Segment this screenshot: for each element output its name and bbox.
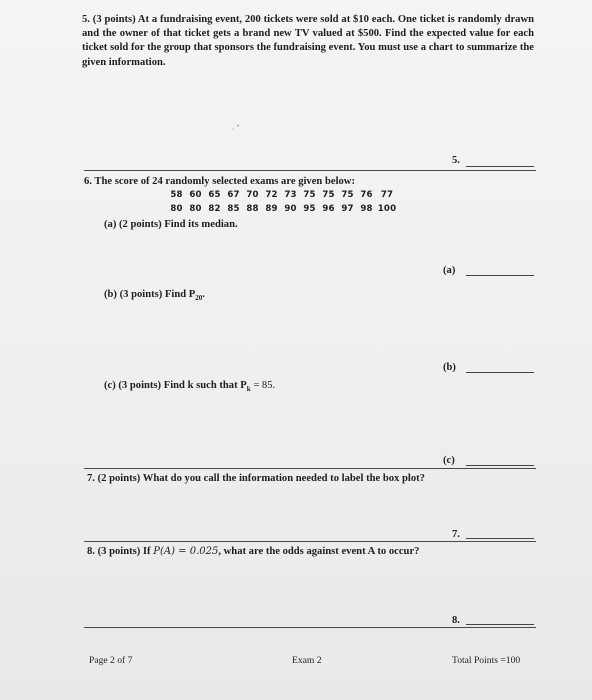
score-cell: 60 <box>189 190 202 200</box>
score-cell: 75 <box>303 190 316 200</box>
score-cell: 76 <box>360 190 373 200</box>
score-cell: 89 <box>265 204 278 214</box>
question-5-answer-label: 5. <box>452 155 460 166</box>
section-divider <box>84 541 536 542</box>
score-cell: 58 <box>170 190 183 200</box>
scores-row-1 <box>167 190 398 200</box>
score-cell: 97 <box>341 204 354 214</box>
score-cell: 80 <box>170 204 183 214</box>
score-cell: 90 <box>284 204 297 214</box>
score-cell: 75 <box>341 190 354 200</box>
percentile-subscript: 20 <box>195 294 203 303</box>
question-8-prefix: 8. (3 points) If <box>87 546 151 557</box>
question-6b-answer-label: (b) <box>443 362 456 373</box>
score-cell: 80 <box>189 204 202 214</box>
question-8-math: P(A) = 0.025 <box>153 546 219 557</box>
question-7-text: 7. (2 points) What do you call the information needed to label the box plot? <box>87 473 425 484</box>
question-6b-text: (b) (3 points) Find $P_{20}$. <box>104 289 205 303</box>
question-6c-answer-line <box>466 465 534 466</box>
pencil-mark: , • <box>232 121 240 131</box>
question-6-intro: 6. The score of 24 randomly selected exams are given below: <box>84 176 355 187</box>
score-cell: 73 <box>284 190 297 200</box>
section-divider <box>84 627 536 628</box>
question-8-text <box>87 545 419 559</box>
question-6c-prefix: (c) (3 points) Find k such that P <box>104 380 247 391</box>
section-divider <box>84 468 536 469</box>
question-6a-text: (a) (2 points) Find its median. <box>104 219 238 230</box>
score-cell: 67 <box>227 190 240 200</box>
footer-page-number: Page 2 of 7 <box>89 655 133 666</box>
score-cell: 75 <box>322 190 335 200</box>
score-cell: 72 <box>265 190 278 200</box>
score-cell: 98 <box>360 204 373 214</box>
score-cell: 82 <box>208 204 221 214</box>
question-5-answer-line <box>466 166 534 167</box>
score-cell: 85 <box>227 204 240 214</box>
question-7-answer-line <box>466 538 534 539</box>
question-6c-answer-label: (c) <box>443 455 455 466</box>
question-8-suffix: , what are the odds against event A to occur? <box>218 546 420 557</box>
score-cell: 95 <box>303 204 316 214</box>
percentile-k-subscript: k <box>246 385 251 394</box>
score-cell: 65 <box>208 190 221 200</box>
score-cell: 100 <box>377 204 397 214</box>
question-8-answer-line <box>466 624 534 625</box>
scores-row-2 <box>167 204 398 214</box>
question-8-answer-label: 8. <box>452 615 460 626</box>
question-6c-text <box>104 379 275 396</box>
question-5-text: 5. (3 points) At a fundraising event, 200 tickets were sold at $10 each. One ticket is randomly drawn and the owner of that ticket gets a brand new TV valued at $500. Find the expected value for each ticket sold for the group that sponsors the fundraising event. You must use a chart to summarize the given information. <box>82 14 534 68</box>
score-cell: 70 <box>246 190 259 200</box>
score-cell: 96 <box>322 204 335 214</box>
question-6a-answer-label: (a) <box>443 265 456 276</box>
question-6b-answer-line <box>466 372 534 373</box>
section-divider <box>84 170 536 171</box>
score-cell: 77 <box>380 190 394 200</box>
score-cell: 88 <box>246 204 259 214</box>
question-6c-suffix: = 85. <box>253 380 276 391</box>
footer-exam-name: Exam 2 <box>292 655 322 666</box>
footer-total-points: Total Points =100 <box>452 655 521 666</box>
question-7-answer-label: 7. <box>452 529 460 540</box>
question-6b-label: (b) (3 points) Find P <box>104 289 196 300</box>
question-6a-answer-line <box>466 275 534 276</box>
